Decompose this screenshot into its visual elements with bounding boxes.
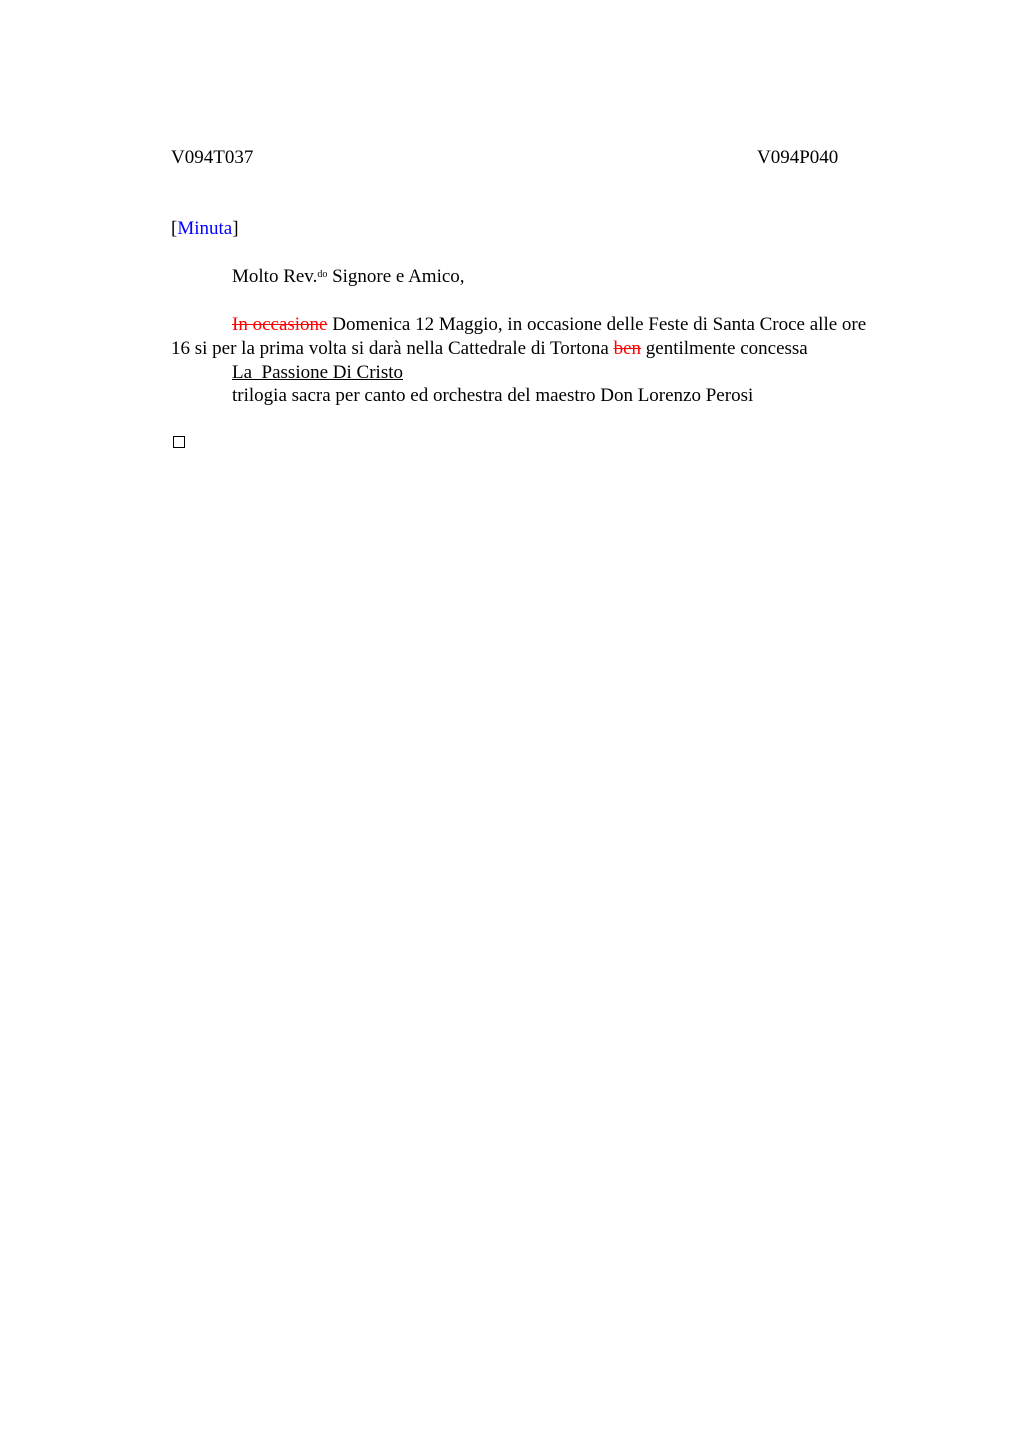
left-document-code: V094T037 [171, 147, 254, 168]
minuta-label [171, 217, 239, 241]
close-bracket: ] [232, 218, 239, 239]
body-line-4: trilogia sacra per canto ed orchestra del maestro Don Lorenzo Perosi [232, 385, 754, 406]
body-line-1 [232, 313, 866, 337]
body-line-1-text: Domenica 12 Maggio, in occasione delle Feste di Santa Croce alle ore [327, 314, 867, 335]
salutation-start: Molto Rev. [232, 266, 318, 287]
body-line-2-after: gentilmente concessa [641, 338, 808, 359]
open-bracket: [ [171, 218, 178, 239]
deleted-word-ben: ben [613, 338, 642, 359]
body-line-2-before: 16 si per la prima volta si darà nella Cattedrale di Tortona [171, 338, 614, 359]
empty-square-icon [173, 436, 185, 448]
right-document-code: V094P040 [757, 147, 839, 168]
work-title-text: La Passione Di Cristo [232, 362, 403, 383]
minuta-word: Minuta [177, 218, 233, 239]
work-title [232, 361, 403, 385]
salutation-end: Signore e Amico, [327, 266, 465, 287]
salutation [232, 265, 465, 289]
deleted-phrase-in-occasione: In occasione [232, 314, 328, 335]
body-line-2 [171, 337, 808, 361]
salutation-superscript: do [317, 269, 328, 280]
